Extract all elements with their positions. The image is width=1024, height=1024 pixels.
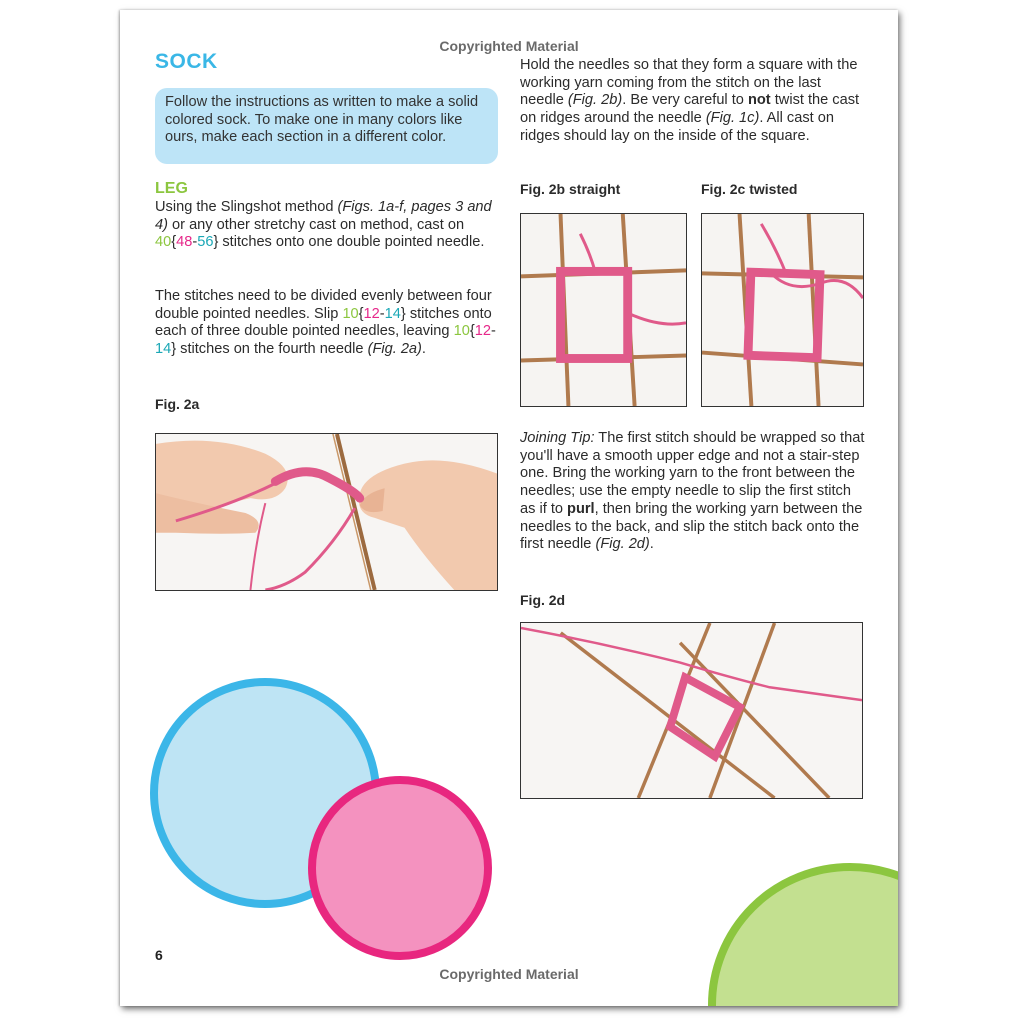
fig-2a-photo <box>155 433 498 591</box>
fig-2a-label: Fig. 2a <box>155 396 200 412</box>
intro-text: Follow the instructions as written to make a solid colored sock. To make one in many colors like ours, make each section in a different color. <box>165 94 479 146</box>
page-number: 6 <box>155 947 163 963</box>
fig-2d-photo <box>520 622 863 799</box>
pink-circle <box>312 780 488 956</box>
leg-paragraph-divide-stitches: The stitches need to be divided evenly between four double pointed needles. Slip 10{12-14} stitches onto each of three double pointed needles, leaving 10{12-14} stitches on the fourth needle (Fig. 2a). <box>155 288 496 358</box>
subheading-leg: LEG <box>155 180 188 197</box>
fig-2c-label: Fig. 2c twisted <box>701 181 798 197</box>
square-paragraph: Hold the needles so that they form a square with the working yarn coming from the stitch on the last needle (Fig. 2b). Be very careful to not twist the cast on ridges around the needle (Fig. 1c). All cast on ridges should lay on the inside of the square. <box>520 57 860 144</box>
joining-tip-paragraph: Joining Tip: The first stitch should be wrapped so that you'll have a smooth upper edge and not a stair-step one. Bring the working yarn to the front between the needles; use the empty needle to slip the first stitch as if to purl, then bring the working yarn between the needles to the back, and slip the stitch back onto the first needle (Fig. 2d). <box>520 430 865 553</box>
leg-paragraph-cast-on: Using the Slingshot method (Figs. 1a-f, pages 3 and 4) or any other stretchy cast on method, cast on 40{48-56} stitches onto one double pointed needle. <box>155 199 492 251</box>
copyright-notice-top: Copyrighted Material <box>439 38 579 54</box>
fig-2d-illustration <box>521 623 862 798</box>
section-title-sock: SOCK <box>155 50 218 73</box>
green-circle <box>712 867 898 1006</box>
fig-2c-photo <box>701 213 864 407</box>
fig-2b-photo <box>520 213 687 407</box>
fig-2c-illustration <box>702 214 863 406</box>
intro-callout-box <box>155 88 498 164</box>
book-page <box>120 10 898 1006</box>
fig-2d-label: Fig. 2d <box>520 592 566 608</box>
fig-2a-illustration <box>156 434 497 590</box>
fig-2b-illustration <box>521 214 686 406</box>
copyright-notice-bottom: Copyrighted Material <box>439 966 579 982</box>
fig-2b-label: Fig. 2b straight <box>520 181 621 197</box>
